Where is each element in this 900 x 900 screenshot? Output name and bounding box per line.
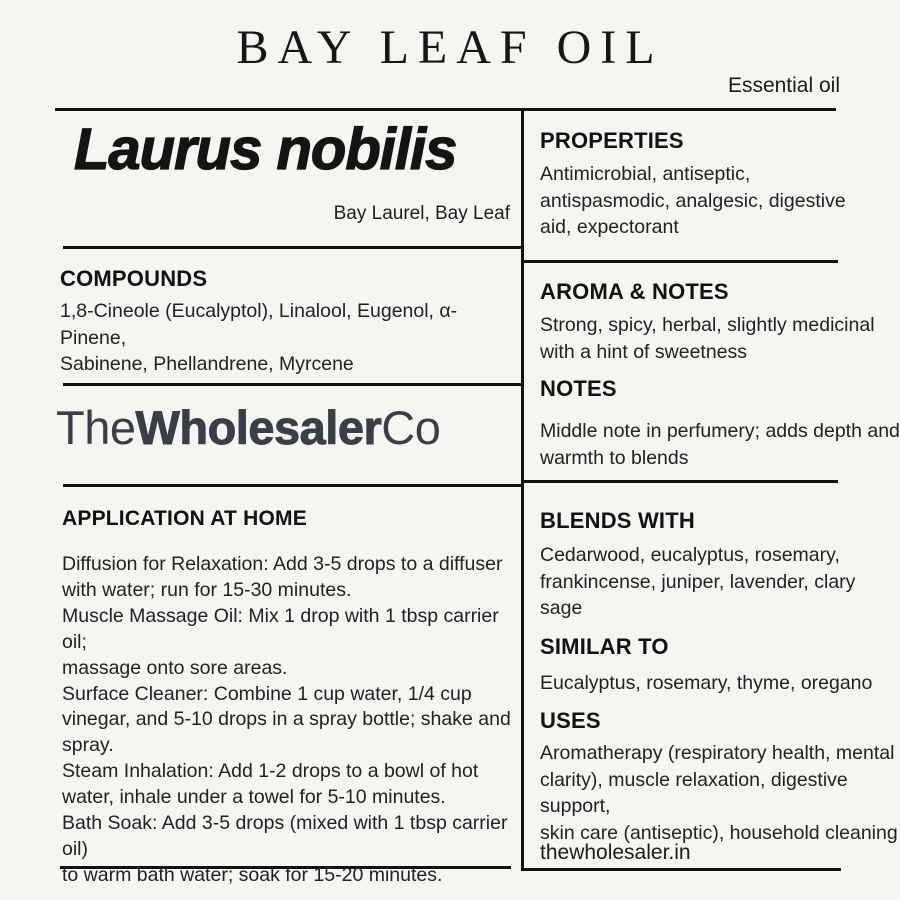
product-category-label: Essential oil: [727, 74, 840, 97]
divider-left-above-logo: [63, 383, 521, 386]
divider-right-under-properties: [521, 260, 838, 263]
uses-body: Aromatherapy (respiratory health, mental clarity), muscle relaxation, digestive support, skin care (antiseptic), household cleaning: [540, 742, 898, 844]
application-heading: APPLICATION AT HOME: [62, 507, 307, 530]
divider-left-below-logo: [63, 484, 521, 487]
notes-heading: NOTES: [540, 376, 617, 401]
properties-heading: PROPERTIES: [540, 128, 684, 153]
application-body: Diffusion for Relaxation: Add 3-5 drops to a diffuser with water; run for 15-30 minutes. Muscle Massage Oil: Mix 1 drop with 1 tbsp carrier oil; massage onto sore areas. Surface Cleaner: Combine 1 cup water, 1/4 cup vinegar, and 5-10 drops in a spray bottle; shake and spray. Steam Inhalation: Add 1-2 drops to a bowl of hot water, inhale under a towel for 5-10 minutes. Bath Soak: Add 3-5 drops (mixed with 1 tbsp carrier oil) to warm bath water; soak for 15-20 minutes.: [62, 553, 511, 886]
divider-top: [55, 108, 836, 111]
uses-heading: USES: [540, 708, 601, 733]
compounds-body: 1,8-Cineole (Eucalyptol), Linalool, Eugenol, α-Pinene, Sabinene, Phellandrene, Myrcene: [60, 300, 458, 375]
website-url: thewholesaler.in: [540, 841, 691, 864]
aroma-notes-heading: AROMA & NOTES: [540, 279, 729, 304]
logo-part-co: Co: [381, 401, 441, 454]
similar-to-heading: SIMILAR TO: [540, 634, 669, 659]
notes-body: Middle note in perfumery; adds depth and warmth to blends: [540, 420, 900, 469]
divider-right-under-notes: [521, 480, 838, 483]
blends-with-body: Cedarwood, eucalyptus, rosemary, frankincense, juniper, lavender, clary sage: [540, 544, 856, 619]
common-names: Bay Laurel, Bay Leaf: [333, 203, 510, 224]
blends-with-heading: BLENDS WITH: [540, 508, 695, 533]
page-title: BAY LEAF OIL: [236, 21, 664, 74]
similar-to-body: Eucalyptus, rosemary, thyme, oregano: [540, 672, 873, 694]
thewholesalerco-logo: [56, 400, 440, 455]
logo-part-the: The: [56, 401, 136, 454]
aroma-notes-body: Strong, spicy, herbal, slightly medicinal with a hint of sweetness: [540, 314, 875, 363]
properties-body: Antimicrobial, antiseptic, antispasmodic, analgesic, digestive aid, expectorant: [540, 163, 846, 238]
compounds-heading: COMPOUNDS: [60, 266, 208, 291]
botanical-name: Laurus nobilis: [74, 117, 457, 182]
divider-right-bottom: [521, 868, 841, 871]
logo-part-wholesaler: Wholesaler: [135, 401, 382, 454]
divider-left-under-name: [63, 246, 521, 249]
